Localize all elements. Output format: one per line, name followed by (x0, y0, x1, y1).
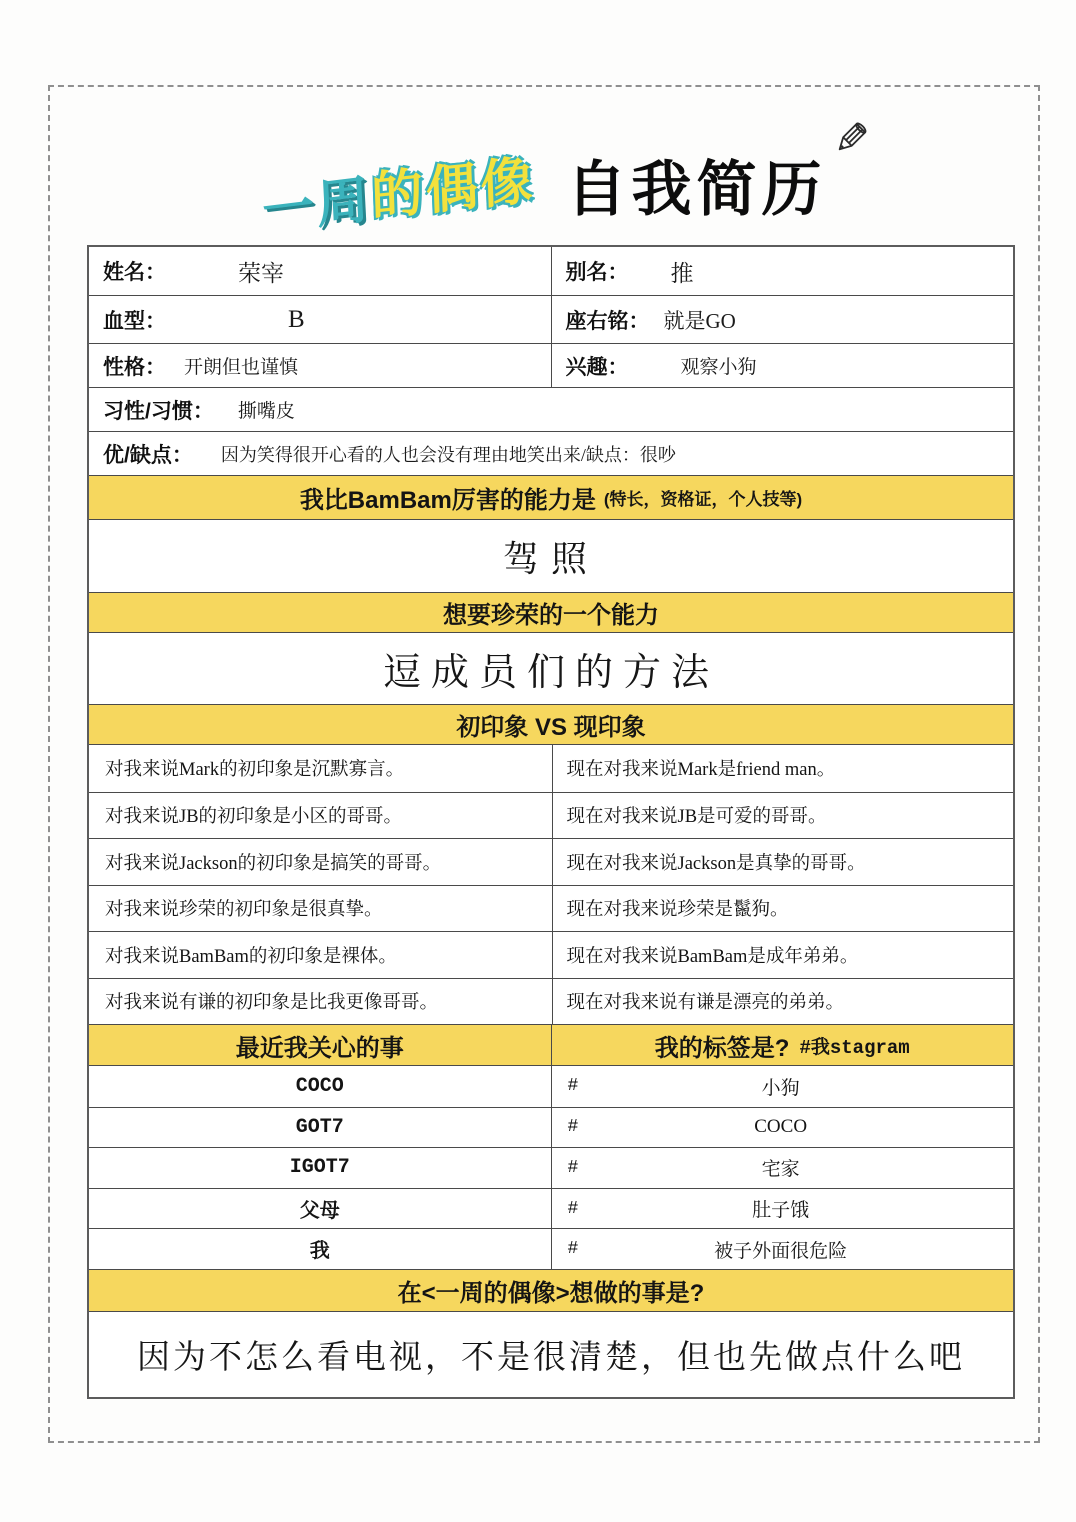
hashtag-value: 小狗 (761, 1077, 800, 1099)
hash-symbol: # (567, 1198, 579, 1219)
banner-ability (89, 475, 1013, 519)
banner-final: 在<一周的偶像>想做的事是? (89, 1269, 1013, 1311)
first-impression: 对我来说JB的初印象是小区的哥哥。 (105, 807, 403, 828)
info-cell (89, 344, 551, 387)
impression-row (89, 978, 1013, 1025)
impression-row (89, 745, 1013, 792)
info-cell (89, 432, 1013, 475)
hashtag-cell (551, 1066, 1014, 1107)
banner-recent-concerns: 最近我关心的事 (89, 1025, 551, 1065)
hashtag-cell (551, 1229, 1014, 1269)
info-row (89, 431, 1013, 475)
concern-item: 父母 (299, 1200, 340, 1224)
hashtag-cell (551, 1189, 1014, 1229)
info-row (89, 387, 1013, 431)
tag-row (89, 1107, 1013, 1148)
current-impression: 现在对我来说Mark是friend man。 (552, 745, 1014, 792)
field-value: 荣宰 (238, 260, 284, 286)
banner-tags (89, 1024, 1013, 1065)
logo-text-yellow: 的偶像 (370, 151, 537, 227)
concern-item: GOT7 (295, 1115, 344, 1139)
field-value: 推 (670, 260, 694, 286)
info-cell (89, 296, 551, 343)
field-value: 就是GO (663, 308, 736, 333)
field-value: 观察小狗 (680, 357, 757, 378)
current-impression: 现在对我来说JB是可爱的哥哥。 (552, 793, 1014, 839)
first-impression: 对我来说有谦的初印象是比我更像哥哥。 (105, 993, 439, 1014)
current-impression: 现在对我来说Jackson是真挚的哥哥。 (552, 839, 1014, 885)
info-cell (551, 296, 1014, 343)
current-impression: 现在对我来说BamBam是成年弟弟。 (552, 932, 1014, 978)
resume-table (87, 245, 1015, 1399)
banner-wish: 想要珍荣的一个能力 (89, 592, 1013, 632)
first-impression: 对我来说珍荣的初印象是很真挚。 (105, 900, 383, 921)
hashtag-value: 被子外面很危险 (714, 1240, 848, 1262)
hashtag-value: COCO (754, 1116, 808, 1138)
tag-row (89, 1066, 1013, 1107)
banner-ability-text: 我比BamBam厉害的能力是 (299, 487, 596, 514)
tag-row (89, 1147, 1013, 1188)
banner-impressions: 初印象 VS 现印象 (89, 704, 1013, 744)
current-impression: 现在对我来说有谦是漂亮的弟弟。 (552, 979, 1014, 1025)
hash-symbol: # (567, 1239, 579, 1260)
field-label: 别名： (565, 261, 629, 284)
impressions-table (89, 744, 1013, 1024)
info-cell (89, 247, 551, 295)
field-label: 血型： (103, 309, 166, 333)
field-value: 撕嘴皮 (237, 401, 295, 422)
field-label: 优/缺点： (103, 443, 193, 467)
hash-symbol: # (567, 1076, 579, 1097)
field-value: B (288, 305, 305, 333)
tag-row (89, 1188, 1013, 1229)
pencil-icon (829, 116, 873, 160)
tags-table (89, 1065, 1013, 1269)
weekly-idol-logo (261, 136, 538, 245)
field-value: 开朗但也谨慎 (184, 357, 299, 378)
info-row (89, 295, 1013, 343)
info-row (89, 247, 1013, 295)
first-impression: 对我来说BamBam的初印象是裸体。 (105, 946, 397, 967)
hashtag-cell (551, 1148, 1014, 1188)
field-label: 座右铭： (565, 309, 650, 333)
title-wrap (566, 156, 827, 223)
page-title: 自我简历 (566, 156, 827, 223)
concern-item: 我 (309, 1241, 330, 1265)
info-cell (551, 247, 1014, 295)
banner-hashtag-title: 我的标签是? (654, 1034, 790, 1062)
field-label: 姓名： (103, 261, 166, 284)
banner-my-hashtags (551, 1025, 1014, 1065)
first-impression: 对我来说Mark的初印象是沉默寡言。 (105, 760, 405, 781)
info-cell (551, 344, 1014, 387)
answer-final: 因为不怎么看电视，不是很清楚，但也先做点什么吧 (89, 1311, 1013, 1397)
hash-symbol: # (567, 1157, 579, 1178)
field-label: 兴趣： (565, 355, 629, 379)
impression-row (89, 885, 1013, 932)
hashtag-value: 宅家 (761, 1159, 800, 1181)
impression-row (89, 931, 1013, 978)
logo-text-teal: 一周 (261, 169, 374, 242)
concern-item: IGOT7 (289, 1156, 350, 1180)
banner-hashtag-suffix: #我stagram (799, 1036, 910, 1059)
info-table (89, 247, 1013, 475)
answer-wish: 逗成员们的方法 (89, 632, 1013, 704)
dashed-frame (48, 85, 1040, 1443)
field-value: 因为笑得很开心看的人也会没有理由地笑出来/缺点：很吵 (220, 444, 676, 465)
answer-ability: 驾照 (89, 519, 1013, 592)
current-impression: 现在对我来说珍荣是鬣狗。 (552, 886, 1014, 932)
impression-row (89, 838, 1013, 885)
tag-row (89, 1228, 1013, 1269)
hashtag-cell (551, 1108, 1014, 1148)
info-cell (89, 388, 1013, 431)
field-label: 习性/习惯： (103, 399, 214, 423)
header (50, 125, 1038, 255)
info-row (89, 343, 1013, 387)
hashtag-value: 肚子饿 (752, 1200, 810, 1222)
first-impression: 对我来说Jackson的初印象是搞笑的哥哥。 (105, 853, 442, 874)
hash-symbol: # (567, 1117, 579, 1138)
field-label: 性格： (103, 355, 166, 379)
banner-ability-note: (特长，资格证，个人技等) (603, 490, 803, 509)
impression-row (89, 792, 1013, 839)
concern-item: COCO (295, 1074, 344, 1098)
